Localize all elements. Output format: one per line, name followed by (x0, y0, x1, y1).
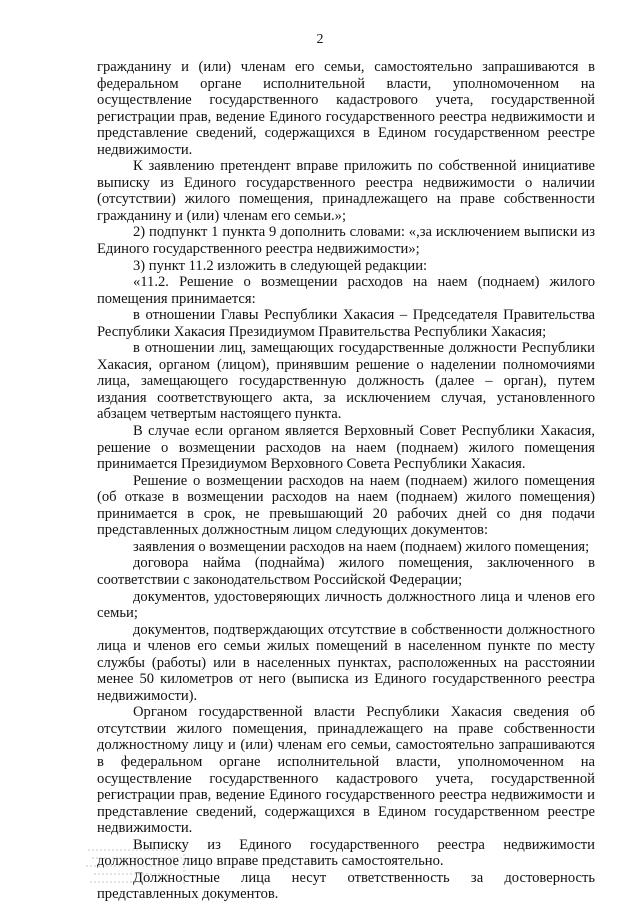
paragraph: Выписку из Единого государственного реестра недвижимости должностное лицо вправе представить самостоятельно. (97, 836, 595, 870)
paragraph: В случае если органом является Верховный Совет Республики Хакасия, решение о возмещении расходов на наем (поднаем) жилого помещения принимается Президиумом Верховного Совета Республики Хакасия. (97, 423, 595, 473)
paragraph: в отношении Главы Республики Хакасия – Председателя Правительства Республики Хакасия Президиумом Правительства Республики Хакасия; (97, 307, 595, 340)
paragraph: «11.2. Решение о возмещении расходов на наем (поднаем) жилого помещения принимается: (97, 274, 595, 307)
paragraph: Решение о возмещении расходов на наем (поднаем) жилого помещения (об отказе в возмещении расходов на наем (поднаем) жилого помещения) принимается в срок, не превышающий 20 рабочих дней со дня подачи представленных должностным лицом следующих документов: (97, 472, 595, 539)
document-body (97, 59, 595, 903)
paragraph: в отношении лиц, замещающих государственные должности Республики Хакасия, органом (лицом), принявшим решение о наделении полномочиями лица, замещающего государственную должность (далее – орган), путем издания соответствующего акта, за исключением случая, установленного абзацем четвертым настоящего пункта. (97, 340, 595, 423)
paragraph: документов, подтверждающих отсутствие в собственности должностного лица и членов его семьи жилых помещений в населенном пункте по месту службы (работы) или в населенных пунктах, расположенных на расстоянии менее 50 километров от него (выписка из Единого государственного реестра недвижимости). (97, 621, 595, 704)
paragraph: К заявлению претендент вправе приложить по собственной инициативе выписку из Единого государственного реестра недвижимости о наличии (отсутствии) жилого помещения, принадлежащего на праве собственности гражданину и (или) членам его семьи.»; (97, 158, 595, 224)
paragraph: Должностные лица несут ответственность за достоверность представленных документов. (97, 869, 595, 903)
faded-stamp-mark (82, 842, 194, 890)
paragraph: документов, удостоверяющих личность должностного лица и членов его семьи; (97, 588, 595, 622)
paragraph: 2) подпункт 1 пункта 9 дополнить словами: «,за исключением выписки из Единого государственного реестра недвижимости»; (97, 224, 595, 258)
paragraph: заявления о возмещении расходов на наем (поднаем) жилого помещения; (133, 538, 590, 555)
paragraph: договора найма (поднайма) жилого помещения, заключенного в соответствии с законодательством Российской Федерации; (97, 555, 595, 588)
paragraph: Органом государственной власти Республики Хакасия сведения об отсутствии жилого помещения, принадлежащего на праве собственности должностному лицу и (или) членам его семьи, самостоятельно запрашиваются в федеральном органе исполнительной власти, уполномоченном на осуществление государственного кадастрового учета, государственной регистрации прав, ведение Единого государственного реестра недвижимости и представление сведений, содержащихся в Едином государственном реестре недвижимости. (97, 704, 595, 837)
paragraph: 3) пункт 11.2 изложить в следующей редакции: (133, 257, 428, 274)
page-number: 2 (316, 32, 324, 47)
paragraph: гражданину и (или) членам его семьи, самостоятельно запрашиваются в федеральном органе исполнительной власти, уполномоченном на осуществление государственного кадастрового учета, государственной регистрации прав, ведение Единого государственного реестра недвижимости и представление сведений, содержащихся в Едином государственном реестре недвижимости. (97, 59, 595, 158)
